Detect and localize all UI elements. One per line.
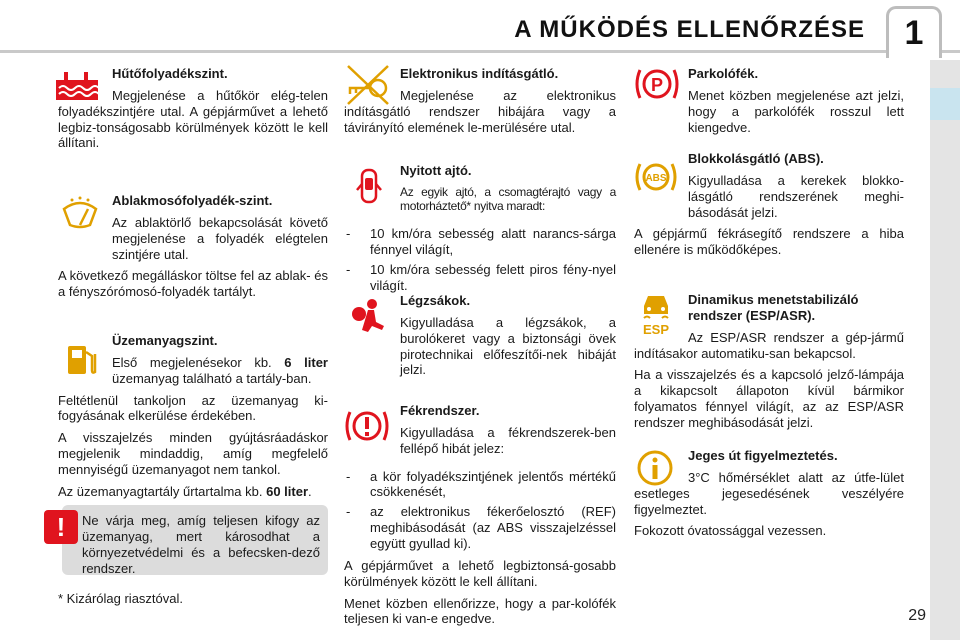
ice-section xyxy=(634,448,904,539)
coolant-section xyxy=(58,66,328,151)
parking-section xyxy=(634,66,904,135)
washer-text-2: A következő megálláskor töltse fel az ablak- és a fényszórómosó-folyadék tartályt. xyxy=(58,268,328,300)
abs-section xyxy=(634,151,904,258)
brake-title: Fékrendszer. xyxy=(400,403,480,418)
door-list-item: - 10 km/óra sebesség felett piros fény-nyel világít. xyxy=(344,262,616,294)
airbag-text: Kigyulladása a légzsákok, a burolókeret vagy a biztonsági övek pirotechnikai előfeszítői-nek hibáját jelzi. xyxy=(400,314,616,378)
coolant-title: Hűtőfolyadékszint. xyxy=(112,66,228,81)
esp-title: Dinamikus menetstabilizáló rendszer (ESP/ASR). xyxy=(688,292,859,323)
washer-title: Ablakmosófolyadék-szint. xyxy=(112,193,273,208)
page-title: A MŰKÖDÉS ELLENŐRZÉSE xyxy=(514,16,865,43)
svg-text:ABS: ABS xyxy=(645,173,667,184)
door-title: Nyitott ajtó. xyxy=(400,163,472,178)
airbag-title: Légzsákok. xyxy=(400,293,471,308)
header-rule xyxy=(0,50,960,53)
door-section xyxy=(344,163,616,294)
fuel-amount: 6 liter xyxy=(284,354,328,370)
washer-section xyxy=(58,193,328,300)
door-text: Az egyik ajtó, a csomagtérajtó vagy a motorháztető* nyitva maradt: xyxy=(400,184,616,214)
brake-text: Kigyulladása a fékrendszerek-ben fellépő hibát jelez: xyxy=(400,424,616,456)
parking-text: Menet közben megjelenése azt jelzi, hogy a parkolófék rosszul lett kiengedve. xyxy=(688,87,904,135)
fuel-capacity-text: Az üzemanyagtartály űrtartalma kb. xyxy=(58,483,267,499)
side-strip xyxy=(930,60,960,640)
esp-text: Az ESP/ASR rendszer a gép-jármű indításakor automatiku-san bekapcsol. xyxy=(634,329,904,361)
airbag-section xyxy=(344,293,616,378)
fuel-capacity: 60 liter xyxy=(266,483,309,499)
fuel-title: Üzemanyagszint. xyxy=(112,333,218,348)
note-box xyxy=(62,505,328,575)
side-tab-marker xyxy=(930,88,960,120)
ice-text-2: Fokozott óvatossággal vezessen. xyxy=(634,523,827,539)
fuel-text-4 xyxy=(58,484,328,500)
ice-text: 3°C hőmérséklet alatt az útfe-lület esetleges jegesedésének veszélyére figyelmeztet. xyxy=(634,469,904,517)
brake-text-2: A gépjárművet a lehető legbiztonsá-gosabb körülmények között le kell állítani. xyxy=(344,557,616,589)
fuel-text-2: Feltétlenül tankoljon az üzemanyag ki-fogyásának elkerülése érdekében. xyxy=(58,392,328,424)
svg-text:ESP: ESP xyxy=(642,322,670,336)
esp-text-2: Ha a visszajelzés és a kapcsoló jelző-lámpája a kikapcsolt állapoton kívül bármikor folyamatos fénnyel világít, az az ESP/ASR rendszer meghibásodását jelzi. xyxy=(634,367,904,431)
esp-section xyxy=(634,292,904,431)
washer-text: Az ablaktörlő bekapcsolását követő megjelenése a folyadék elégtelen szintjére utal. xyxy=(112,214,328,262)
fuel-text-c: üzemanyag található a tartály-ban. xyxy=(112,370,312,386)
fuel-capacity-end: . xyxy=(308,483,312,499)
immobiliser-title: Elektronikus indításgátló. xyxy=(400,66,559,81)
door-list xyxy=(344,226,616,293)
page-number: 29 xyxy=(908,607,926,624)
brake-list-item: - a kör folyadékszintjének jelentős mértékű csökkenését, xyxy=(344,469,616,501)
svg-text:P: P xyxy=(650,75,664,95)
warning-icon: ! xyxy=(44,510,78,544)
abs-text-2: A gépjármű fékrásegítő rendszere a hiba ellenére is működőképes. xyxy=(634,226,904,258)
ice-title: Jeges út figyelmeztetés. xyxy=(688,448,838,463)
door-list-item: - 10 km/óra sebesség alatt narancs-sárga fénnyel világít, xyxy=(344,226,616,258)
brake-list-item: - az elektronikus fékerőelosztó (REF) meghibásodását (az ABS visszajelzéssel együtt gyullad ki). xyxy=(344,504,616,552)
parking-title: Parkolófék. xyxy=(688,66,759,81)
brake-section xyxy=(344,403,616,627)
chapter-number: 1 xyxy=(904,14,924,52)
chapter-tab xyxy=(886,6,942,58)
fuel-section xyxy=(58,333,328,500)
fuel-text xyxy=(58,355,328,387)
note-text: Ne várja meg, amíg teljesen kifogy az üzemanyag, mert károsodhat a környezetvédelmi és a befecsken-dező rendszer. xyxy=(82,513,320,576)
immobiliser-section xyxy=(344,66,616,135)
footnote: * Kizárólag riasztóval. xyxy=(58,591,183,606)
fuel-text-3: A visszajelzés minden gyújtásráadáskor megjelenik mindaddig, amíg megfelelő mennyiségű üzemanyagot nem tankol. xyxy=(58,430,328,478)
abs-text: Kigyulladása a kerekek blokko-lásgátló rendszerének meghi-básodását jelzi. xyxy=(688,172,904,220)
brake-text-3: Menet közben ellenőrizze, hogy a par-kolófék teljesen ki van-e engedve. xyxy=(344,595,616,627)
abs-title: Blokkolásgátló (ABS). xyxy=(688,151,824,166)
fuel-text-a: Első megjelenésekor kb. xyxy=(112,354,285,370)
coolant-text: Megjelenése a hűtőkör elég-telen folyadékszintjére utal. A gépjárművet a lehető legbiz-tonságosabb körülmények között le kell állítani. xyxy=(58,87,328,151)
brake-list xyxy=(344,469,616,552)
immobiliser-text: Megjelenése az elektronikus indításgátló rendszer hibájára vagy a távirányító elemének le-merülésére utal. xyxy=(344,87,616,135)
page-header xyxy=(0,0,960,62)
